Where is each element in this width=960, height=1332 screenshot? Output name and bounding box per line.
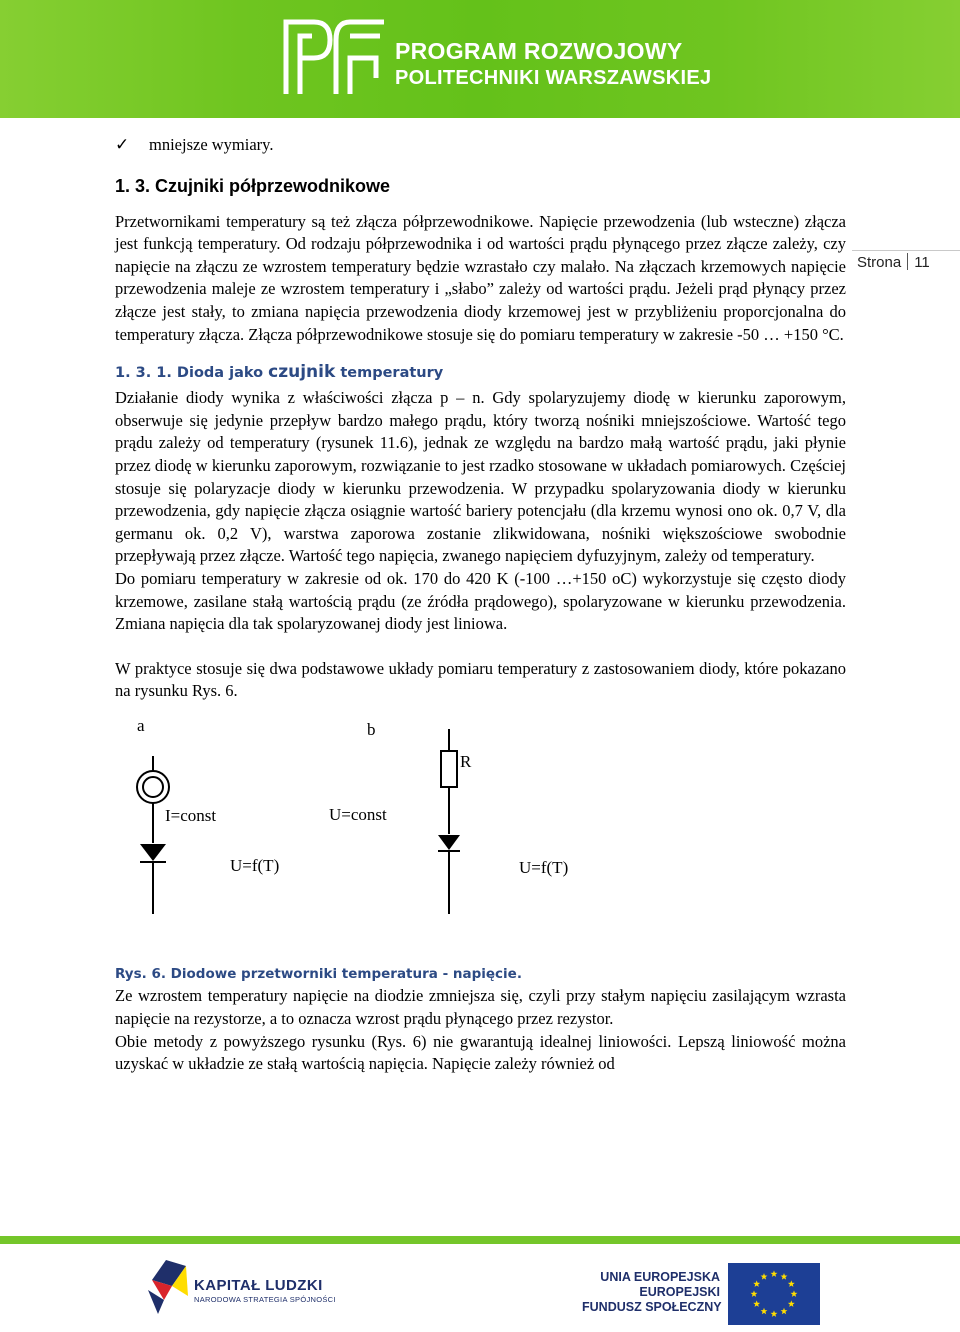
figure-label-a: a (137, 715, 145, 735)
circuit-diagram (115, 711, 846, 963)
current-source-outer-icon (137, 771, 169, 803)
circuit-figure (115, 711, 846, 963)
page-label-word: Strona (857, 254, 902, 271)
section-title: 1. 3. Czujniki półprzewodnikowe (115, 175, 391, 196)
figure-caption: Rys. 6. Diodowe przetworniki temperatura - napięcie. (115, 965, 522, 982)
eu-star-icon (771, 1310, 778, 1317)
eu-star-icon (781, 1308, 788, 1315)
bullet-item (115, 134, 846, 157)
eu-star-icon (788, 1280, 795, 1287)
eu-star-icon (788, 1300, 795, 1307)
diode-a-icon (140, 844, 166, 861)
subsection-title-post: temperatury (335, 365, 444, 382)
label-u-const: U=const (329, 804, 387, 824)
current-source-inner-icon (143, 777, 163, 797)
eu-line-1: UNIA EUROPEJSKA (600, 1270, 720, 1284)
paragraph-5: Ze wzrostem temperatury napięcie na diodzie zmniejsza się, czyli przy stałym napięciu zasilającym wzrasta napięcie na rezystorze, a to oznacza wzrost prądu płynącego przez rezystor. (115, 986, 846, 1029)
eu-star-icon (761, 1273, 768, 1280)
checkmark-icon: ✓ (115, 135, 130, 155)
document-body (115, 130, 846, 1076)
eu-star-icon (791, 1290, 798, 1297)
eu-star-icon (753, 1300, 760, 1307)
figure-label-b: b (367, 719, 376, 739)
page-label-rule (852, 250, 960, 251)
label-u-ft-b: U=f(T) (519, 857, 569, 877)
eu-stars-icon (728, 1263, 820, 1325)
resistor-icon (441, 751, 457, 787)
eu-line-3: FUNDUSZ SPOŁECZNY (582, 1300, 722, 1314)
eu-star-icon (781, 1273, 788, 1280)
subsection-title (115, 362, 846, 383)
paragraph-2: Działanie diody wynika z właściwości złącza p – n. Gdy spolaryzujemy diodę w kierunku zaporowym, obserwuje się jedynie przepływ bardzo małego prądu, który tworzą nośniki mniejszościowe. Wartość tego prądu zależy od temperatury (rysunek 11.6), jednak ze względu na bardzo małą wartość prądu, jaki płynie przez diodę w kierunku zaporowym, rozwiązanie to jest rzadko stosowane w układach pomiarowych. Częściej stosuje się polaryzacje diody w kierunku przewodzenia. W przypadku spolaryzowania diody w kierunku przewodzenia, gdy napięcie złącza osiągnie wartość bariery potencjału (dla krzemu wynosi ono ok. 0,7 V, dla germanu ok. 0,2 V), warstwa zaporowa zostanie zlikwidowana, nośniki większościowe swobodnie przepływają przez złącze. Wartość tego napięcia, zwanego napięciem dyfuzyjnym, zależy od temperatury. (115, 388, 846, 566)
eu-line-2: EUROPEJSKI (639, 1285, 720, 1299)
kapital-ludzki-title: KAPITAŁ LUDZKI (194, 1277, 323, 1294)
diode-b-icon (438, 835, 460, 850)
label-u-ft-a: U=f(T) (230, 855, 280, 875)
kapital-ludzki-text (194, 1277, 336, 1304)
header-banner (0, 0, 960, 118)
subsection-title-big: czujnik (268, 362, 336, 383)
page-number-label (857, 253, 930, 271)
eu-star-icon (771, 1270, 778, 1277)
kapital-ludzki-logo-icon (142, 1256, 190, 1318)
kapital-ludzki-subtitle: NARODOWA STRATEGIA SPÓJNOŚCI (194, 1295, 336, 1304)
bullet-text: mniejsze wymiary. (149, 135, 274, 154)
page-label-number: 11 (914, 254, 930, 271)
header-title-line2: POLITECHNIKI WARSZAWSKIEJ (395, 67, 712, 89)
eu-star-icon (761, 1308, 768, 1315)
subsection-title-pre: 1. 3. 1. Dioda jako (115, 365, 269, 382)
label-i-const: I=const (165, 805, 217, 825)
header-title-line1: PROGRAM ROZWOJOWY (395, 38, 683, 64)
spacer (115, 636, 846, 658)
paragraph-6: Obie metody z powyższego rysunku (Rys. 6) nie gwarantują idealnej liniowości. Lepszą liniowość można uzyskać w układzie ze stałą wartością napięcia. Napięcie zależy również od (115, 1031, 846, 1074)
eu-star-icon (753, 1280, 760, 1287)
label-r: R (460, 751, 472, 771)
eu-fund-text (582, 1270, 720, 1315)
eu-star-icon (751, 1290, 758, 1297)
paragraph-4: W praktyce stosuje się dwa podstawowe układy pomiaru temperatury z zastosowaniem diody, które pokazano na rysunku Rys. 6. (115, 658, 846, 701)
eu-flag-icon (728, 1263, 820, 1325)
paragraph-3: Do pomiaru temperatury w zakresie od ok. 170 do 420 K (-100 …+150 oC) wykorzystuje się często diody krzemowe, zasilane stałą wartością prądu (ze źródła prądowego), spolaryzowane w kierunku przewodzenia. Zmiana napięcia dla tak spolaryzowanej diody jest liniowa. (115, 568, 846, 634)
page-label-separator (907, 253, 908, 270)
pw-program-logo-icon (280, 14, 390, 100)
paragraph-1: Przetwornikami temperatury są też złącza półprzewodnikowe. Napięcie przewodzenia (lub wsteczne) złącza jest funkcją temperatury. Od rodzaju półprzewodnika i od wartości prądu płynącego przez złącze zależy, czy napięcie na złączu ze wzrostem temperatury będzie wzrastało czy malało. Na złączach krzemowych napięcie przewodzenia maleje ze wzrostem temperatury i „słabo” zależy od wartości prądu. Jeżeli prąd płynący przez złącze jest stały, to zmiana napięcia przewodzenia diody krzemowej jest w przybliżeniu proporcjonalna do temperatury złącza. Złącza półprzewodnikowe stosuje się do pomiaru temperatury w zakresie -50 … +150 °C. (115, 211, 846, 344)
header-title (395, 38, 711, 92)
footer-band (0, 1236, 960, 1244)
